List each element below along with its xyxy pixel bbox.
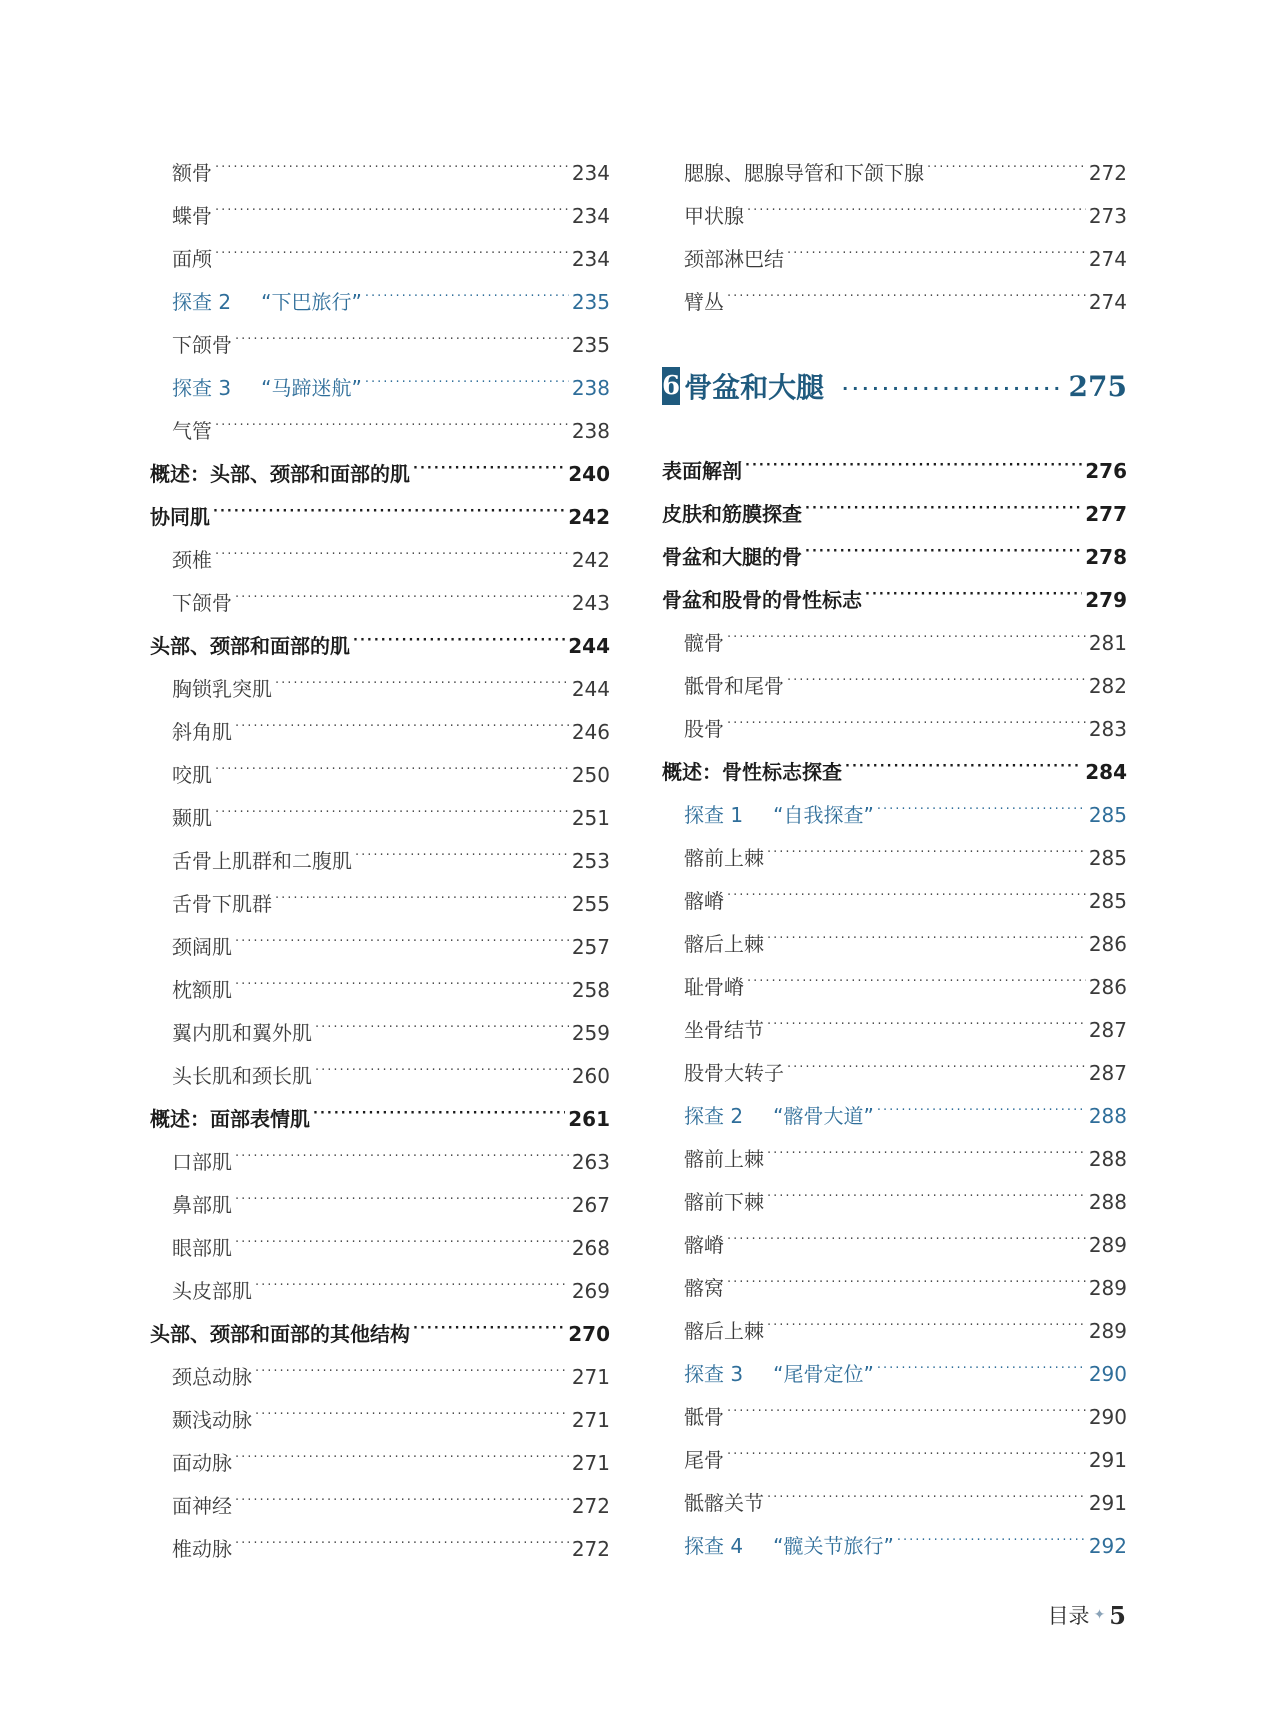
toc-entry-title: 颈椎 — [172, 548, 212, 572]
toc-entry[interactable] — [662, 483, 1127, 526]
toc-entry-page: 234 — [571, 204, 610, 228]
toc-entry-page: 240 — [568, 462, 610, 486]
toc-leader-dots — [365, 371, 569, 395]
toc-explore-label: 探查 3 — [684, 1362, 744, 1386]
toc-entry[interactable] — [662, 1429, 1127, 1472]
toc-explore-label: 探查 3 — [172, 376, 232, 400]
toc-entry-title: 鼻部肌 — [172, 1193, 232, 1217]
toc-explore-title: “髋关节旅行” — [773, 1534, 894, 1558]
toc-entry-title: 概述：面部表情肌 — [150, 1107, 310, 1131]
toc-entry[interactable] — [662, 1515, 1127, 1558]
toc-entry-page: 285 — [1088, 889, 1127, 913]
toc-entry-title: 耻骨嵴 — [684, 975, 744, 999]
toc-left-column — [150, 142, 610, 1561]
toc-entry-title — [684, 1362, 874, 1386]
toc-leader-dots — [877, 1357, 1086, 1381]
toc-entry-title: 骨盆和股骨的骨性标志 — [662, 588, 862, 612]
toc-entry[interactable] — [662, 913, 1127, 956]
toc-entry-title: 眼部肌 — [172, 1236, 232, 1260]
toc-entry-title: 舌骨上肌群和二腹肌 — [172, 849, 352, 873]
toc-entry[interactable] — [150, 1475, 610, 1518]
toc-leader-dots — [235, 1231, 569, 1255]
toc-entry-title: 髂前上棘 — [684, 1147, 764, 1171]
toc-entry-page: 251 — [571, 806, 610, 830]
toc-entry-title: 坐骨结节 — [684, 1018, 764, 1042]
toc-entry-title: 髂窝 — [684, 1276, 724, 1300]
toc-entry-page: 260 — [571, 1064, 610, 1088]
toc-explore-title: “髂骨大道” — [773, 1104, 874, 1128]
toc-leader-dots — [727, 1400, 1086, 1424]
toc-entry-page: 274 — [1088, 247, 1127, 271]
toc-leader-dots — [767, 841, 1086, 865]
footer-star-icon: ✦ — [1093, 1607, 1106, 1623]
toc-entry-page: 235 — [571, 333, 610, 357]
toc-entry-page: 292 — [1088, 1534, 1127, 1558]
toc-entry-page: 234 — [571, 247, 610, 271]
toc-entry-title: 股骨大转子 — [684, 1061, 784, 1085]
toc-leader-dots — [235, 715, 569, 739]
toc-entry-page: 281 — [1088, 631, 1127, 655]
toc-entry-page: 287 — [1088, 1061, 1127, 1085]
toc-entry[interactable] — [150, 959, 610, 1002]
toc-entry[interactable] — [662, 956, 1127, 999]
toc-entry-title: 表面解剖 — [662, 459, 742, 483]
toc-leader-dots — [877, 798, 1086, 822]
toc-entry[interactable] — [150, 271, 610, 314]
toc-leader-dots — [845, 755, 1082, 779]
toc-entry[interactable] — [662, 228, 1127, 271]
toc-entry-page: 276 — [1085, 459, 1127, 483]
toc-entry[interactable] — [150, 1518, 610, 1561]
toc-entry[interactable] — [662, 185, 1127, 228]
toc-entry[interactable] — [150, 529, 610, 572]
toc-leader-dots — [787, 1056, 1086, 1080]
toc-entry-page: 271 — [571, 1408, 610, 1432]
toc-entry[interactable] — [662, 526, 1127, 569]
toc-entry-page: 234 — [571, 161, 610, 185]
toc-entry-title: 协同肌 — [150, 505, 210, 529]
chapter-number-badge: 6 — [662, 367, 680, 405]
toc-entry-page: 274 — [1088, 290, 1127, 314]
toc-leader-dots — [215, 414, 569, 438]
toc-leader-dots — [235, 973, 569, 997]
toc-entry[interactable] — [150, 873, 610, 916]
footer-label: 目录 — [1047, 1604, 1090, 1628]
toc-entry[interactable] — [662, 1257, 1127, 1300]
toc-leader-dots — [215, 758, 569, 782]
toc-entry-page: 278 — [1085, 545, 1127, 569]
toc-entry[interactable] — [662, 1343, 1127, 1386]
toc-entry-page: 253 — [571, 849, 610, 873]
toc-leader-dots — [727, 626, 1086, 650]
toc-leader-dots — [235, 1188, 569, 1212]
toc-leader-dots — [353, 629, 565, 653]
toc-entry-title: 面神经 — [172, 1494, 232, 1518]
toc-leader-dots — [767, 1486, 1086, 1510]
toc-entry-title — [684, 1104, 874, 1128]
toc-entry-page: 290 — [1088, 1362, 1127, 1386]
toc-leader-dots — [235, 930, 569, 954]
toc-explore-title: “尾骨定位” — [773, 1362, 874, 1386]
toc-leader-dots — [865, 583, 1082, 607]
toc-entry-page: 238 — [571, 376, 610, 400]
page-number: 5 — [1109, 1600, 1126, 1630]
toc-entry[interactable] — [662, 1171, 1127, 1214]
toc-leader-dots — [805, 497, 1082, 521]
toc-entry-title: 髂前下棘 — [684, 1190, 764, 1214]
toc-leader-dots — [213, 500, 565, 524]
toc-entry-title: 骨盆和大腿的骨 — [662, 545, 802, 569]
toc-entry-page: 238 — [571, 419, 610, 443]
toc-entry-page: 244 — [571, 677, 610, 701]
toc-leader-dots — [767, 927, 1086, 951]
toc-entry-page: 288 — [1088, 1190, 1127, 1214]
toc-entry[interactable] — [150, 1389, 610, 1432]
toc-leader-dots — [235, 1446, 569, 1470]
toc-entry[interactable] — [150, 142, 610, 185]
toc-entry[interactable] — [662, 741, 1127, 784]
toc-entry-page: 243 — [571, 591, 610, 615]
toc-entry[interactable] — [662, 1386, 1127, 1429]
toc-entry-page: 277 — [1085, 502, 1127, 526]
toc-entry-page: 290 — [1088, 1405, 1127, 1429]
toc-entry[interactable] — [662, 569, 1127, 612]
toc-entry[interactable] — [150, 357, 610, 400]
toc-entry-title — [172, 290, 362, 314]
toc-entry-title: 髂嵴 — [684, 889, 724, 913]
toc-leader-dots — [313, 1102, 565, 1126]
toc-entry-title — [172, 376, 362, 400]
toc-entry-page: 272 — [571, 1494, 610, 1518]
toc-entry-title: 翼内肌和翼外肌 — [172, 1021, 312, 1045]
toc-leader-dots — [787, 242, 1086, 266]
toc-leader-dots — [767, 1013, 1086, 1037]
toc-entry-title: 髂后上棘 — [684, 932, 764, 956]
toc-leader-dots — [235, 1489, 569, 1513]
toc-leader-dots — [255, 1403, 569, 1427]
toc-leader-dots — [235, 1532, 569, 1556]
toc-entry-title: 颈总动脉 — [172, 1365, 252, 1389]
toc-leader-dots — [255, 1360, 569, 1384]
toc-entry-title: 头部、颈部和面部的其他结构 — [150, 1322, 410, 1346]
toc-entry-page: 288 — [1088, 1104, 1127, 1128]
toc-entry[interactable] — [662, 1042, 1127, 1085]
toc-entry-title: 颈阔肌 — [172, 935, 232, 959]
toc-entry[interactable] — [150, 1174, 610, 1217]
toc-entry[interactable] — [662, 271, 1127, 314]
toc-entry[interactable] — [150, 1260, 610, 1303]
toc-entry-title: 斜角肌 — [172, 720, 232, 744]
toc-entry[interactable] — [150, 443, 610, 486]
toc-explore-label: 探查 1 — [684, 803, 744, 827]
toc-leader-dots — [727, 1271, 1086, 1295]
toc-leader-dots — [315, 1016, 569, 1040]
toc-entry[interactable] — [662, 999, 1127, 1042]
toc-entry[interactable] — [662, 142, 1127, 185]
toc-leader-dots — [727, 712, 1086, 736]
toc-entry[interactable] — [662, 1472, 1127, 1515]
toc-entry-title: 颈部淋巴结 — [684, 247, 784, 271]
toc-leader-dots — [355, 844, 569, 868]
toc-entry[interactable] — [662, 698, 1127, 741]
toc-leader-dots — [767, 1314, 1086, 1338]
toc-explore-label: 探查 4 — [684, 1534, 744, 1558]
toc-leader-dots — [235, 328, 569, 352]
toc-entry-page: 246 — [571, 720, 610, 744]
toc-entry-title: 面动脉 — [172, 1451, 232, 1475]
toc-entry[interactable] — [150, 1346, 610, 1389]
toc-entry-page: 235 — [571, 290, 610, 314]
toc-entry[interactable] — [662, 612, 1127, 655]
toc-entry-page: 287 — [1088, 1018, 1127, 1042]
toc-entry-title: 头长肌和颈长肌 — [172, 1064, 312, 1088]
toc-leader-dots — [767, 1142, 1086, 1166]
page-footer — [1048, 1600, 1126, 1630]
toc-entry-title: 气管 — [172, 419, 212, 443]
toc-leader-dots — [215, 242, 569, 266]
toc-entry-title: 骶骨 — [684, 1405, 724, 1429]
toc-leader-dots — [215, 199, 569, 223]
toc-entry-title: 髋骨 — [684, 631, 724, 655]
toc-entry[interactable] — [662, 1300, 1127, 1343]
toc-entry[interactable] — [662, 1214, 1127, 1257]
toc-entry-page: 257 — [571, 935, 610, 959]
toc-entry-title: 咬肌 — [172, 763, 212, 787]
toc-entry[interactable] — [150, 615, 610, 658]
toc-entry-title: 颞肌 — [172, 806, 212, 830]
toc-entry-page: 268 — [571, 1236, 610, 1260]
toc-leader-dots — [235, 1145, 569, 1169]
toc-entry-title: 髂后上棘 — [684, 1319, 764, 1343]
toc-entry[interactable] — [662, 784, 1127, 827]
toc-entry-page: 270 — [568, 1322, 610, 1346]
toc-entry-page: 283 — [1088, 717, 1127, 741]
toc-explore-label: 探查 2 — [684, 1104, 744, 1128]
toc-entry-page: 288 — [1088, 1147, 1127, 1171]
toc-entry[interactable] — [662, 440, 1127, 483]
toc-entry[interactable] — [662, 1085, 1127, 1128]
toc-entry-title: 口部肌 — [172, 1150, 232, 1174]
toc-entry[interactable] — [662, 827, 1127, 870]
toc-entry-title: 甲状腺 — [684, 204, 744, 228]
toc-entry-title: 椎动脉 — [172, 1537, 232, 1561]
toc-leader-dots — [275, 672, 569, 696]
toc-leader-dots — [787, 669, 1086, 693]
toc-entry-page: 289 — [1088, 1276, 1127, 1300]
toc-entry-page: 282 — [1088, 674, 1127, 698]
toc-entry-page: 272 — [1088, 161, 1127, 185]
toc-entry-title: 头皮部肌 — [172, 1279, 252, 1303]
toc-entry-title: 舌骨下肌群 — [172, 892, 272, 916]
toc-entry-page: 272 — [571, 1537, 610, 1561]
toc-entry[interactable] — [662, 870, 1127, 913]
toc-entry[interactable] — [150, 1131, 610, 1174]
toc-leader-dots — [727, 285, 1086, 309]
chapter-heading[interactable] — [662, 366, 1127, 406]
toc-entry-title: 蝶骨 — [172, 204, 212, 228]
toc-entry[interactable] — [150, 314, 610, 357]
toc-entry-page: 259 — [571, 1021, 610, 1045]
toc-entry-title: 概述：头部、颈部和面部的肌 — [150, 462, 410, 486]
toc-entry[interactable] — [150, 1303, 610, 1346]
toc-entry-title: 髂嵴 — [684, 1233, 724, 1257]
toc-entry-page: 289 — [1088, 1233, 1127, 1257]
toc-leader-dots — [727, 1228, 1086, 1252]
toc-entry-page: 289 — [1088, 1319, 1127, 1343]
toc-entry[interactable] — [150, 658, 610, 701]
toc-leader-dots — [747, 970, 1086, 994]
toc-entry-page: 258 — [571, 978, 610, 1002]
toc-entry-page: 291 — [1088, 1448, 1127, 1472]
toc-entry[interactable] — [150, 787, 610, 830]
toc-right-top-list — [662, 142, 1127, 314]
toc-entry-page: 250 — [571, 763, 610, 787]
toc-entry[interactable] — [150, 1432, 610, 1475]
toc-entry[interactable] — [150, 228, 610, 271]
toc-leader-dots — [897, 1529, 1086, 1553]
toc-leader-dots — [275, 887, 569, 911]
toc-entry-page: 273 — [1088, 204, 1127, 228]
toc-explore-label: 探查 2 — [172, 290, 232, 314]
toc-entry-title: 头部、颈部和面部的肌 — [150, 634, 350, 658]
toc-entry-title: 腮腺、腮腺导管和下颌下腺 — [684, 161, 924, 185]
toc-entry[interactable] — [662, 1128, 1127, 1171]
toc-entry[interactable] — [150, 1088, 610, 1131]
toc-entry-page: 285 — [1088, 846, 1127, 870]
toc-entry-title: 臂丛 — [684, 290, 724, 314]
toc-entry-page: 263 — [571, 1150, 610, 1174]
toc-entry-page: 255 — [571, 892, 610, 916]
toc-entry-page: 284 — [1085, 760, 1127, 784]
toc-entry[interactable] — [150, 400, 610, 443]
chapter-page: 275 — [1068, 369, 1127, 403]
toc-leader-dots — [747, 199, 1086, 223]
toc-entry[interactable] — [150, 1002, 610, 1045]
toc-leader-dots — [927, 156, 1086, 180]
toc-entry-page: 286 — [1088, 932, 1127, 956]
toc-entry-page: 271 — [571, 1365, 610, 1389]
toc-explore-title: “自我探查” — [773, 803, 874, 827]
toc-entry-title — [684, 803, 874, 827]
toc-entry-title: 下颌骨 — [172, 591, 232, 615]
chapter-title: 骨盆和大腿 — [684, 371, 825, 404]
toc-entry-title: 皮肤和筋膜探查 — [662, 502, 802, 526]
toc-entry-title: 髂前上棘 — [684, 846, 764, 870]
toc-entry-title: 尾骨 — [684, 1448, 724, 1472]
toc-leader-dots — [365, 285, 569, 309]
toc-leader-dots — [235, 586, 569, 610]
toc-entry-page: 242 — [568, 505, 610, 529]
toc-leader-dots — [877, 1099, 1086, 1123]
toc-entry-page: 286 — [1088, 975, 1127, 999]
toc-leader-dots — [727, 1443, 1086, 1467]
toc-entry[interactable] — [150, 1045, 610, 1088]
toc-entry-page: 267 — [571, 1193, 610, 1217]
toc-leader-dots — [255, 1274, 569, 1298]
toc-entry[interactable] — [150, 830, 610, 873]
toc-leader-dots — [215, 156, 569, 180]
toc-leader-dots — [215, 801, 569, 825]
toc-explore-title: “下巴旅行” — [261, 290, 362, 314]
toc-leader-dots — [745, 454, 1082, 478]
chapter-leader-dots — [842, 379, 1060, 398]
toc-entry[interactable] — [150, 701, 610, 744]
toc-entry-title: 颞浅动脉 — [172, 1408, 252, 1432]
toc-entry[interactable] — [150, 1217, 610, 1260]
toc-leader-dots — [215, 543, 569, 567]
toc-entry-page: 285 — [1088, 803, 1127, 827]
toc-entry-title: 骶髂关节 — [684, 1491, 764, 1515]
toc-leader-dots — [805, 540, 1082, 564]
toc-entry-title: 枕额肌 — [172, 978, 232, 1002]
toc-explore-title: “马蹄迷航” — [261, 376, 362, 400]
toc-leader-dots — [413, 457, 565, 481]
toc-entry-page: 261 — [568, 1107, 610, 1131]
toc-leader-dots — [727, 884, 1086, 908]
toc-entry-title — [684, 1534, 894, 1558]
toc-entry-title: 骶骨和尾骨 — [684, 674, 784, 698]
toc-entry[interactable] — [150, 185, 610, 228]
toc-leader-dots — [767, 1185, 1086, 1209]
toc-entry-title: 胸锁乳突肌 — [172, 677, 272, 701]
toc-leader-dots — [315, 1059, 569, 1083]
toc-entry-page: 242 — [571, 548, 610, 572]
toc-entry[interactable] — [150, 572, 610, 615]
toc-right-column — [662, 142, 1127, 1558]
toc-entry-page: 291 — [1088, 1491, 1127, 1515]
toc-entry[interactable] — [150, 486, 610, 529]
toc-entry[interactable] — [150, 916, 610, 959]
toc-entry[interactable] — [662, 655, 1127, 698]
toc-entry-title: 股骨 — [684, 717, 724, 741]
toc-entry-title: 额骨 — [172, 161, 212, 185]
toc-entry-title: 面颅 — [172, 247, 212, 271]
toc-leader-dots — [413, 1317, 565, 1341]
toc-entry-page: 271 — [571, 1451, 610, 1475]
toc-right-bottom-list — [662, 440, 1127, 1558]
toc-entry-title: 下颌骨 — [172, 333, 232, 357]
toc-entry[interactable] — [150, 744, 610, 787]
toc-entry-page: 279 — [1085, 588, 1127, 612]
toc-entry-title: 概述：骨性标志探查 — [662, 760, 842, 784]
toc-entry-page: 244 — [568, 634, 610, 658]
toc-entry-page: 269 — [571, 1279, 610, 1303]
